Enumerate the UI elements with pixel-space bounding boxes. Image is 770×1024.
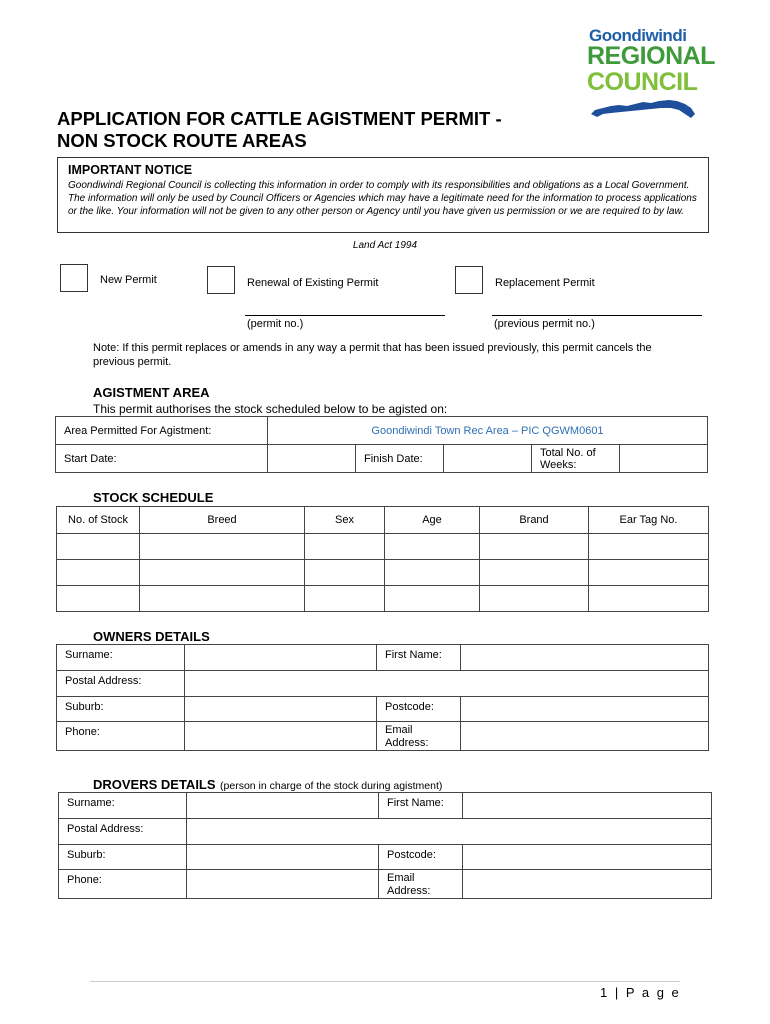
new-permit-checkbox[interactable]: [60, 264, 88, 292]
previous-permit-no-line[interactable]: [492, 315, 702, 316]
area-value[interactable]: Goondiwindi Town Rec Area – PIC QGWM0601: [268, 417, 708, 445]
owners-details-heading: OWNERS DETAILS: [93, 629, 210, 644]
agistment-table: [55, 416, 708, 473]
col-breed: Breed: [140, 507, 305, 534]
page-number: 1 | P a g e: [600, 985, 681, 1000]
table-cell[interactable]: [140, 586, 305, 612]
notice-body: Goondiwindi Regional Council is collecting this information in order to comply with its responsibilities and obligations as a Local Government. The information will only be used by Council Officers or Agencies which may have a legitimate need for the information to process applications or the like. Your information will not be given to any other person or Agency until you have given us permission or we are required to by law.: [68, 180, 697, 217]
river-map-icon: [585, 92, 703, 120]
table-cell[interactable]: [589, 560, 709, 586]
land-act-reference: Land Act 1994: [352, 240, 418, 251]
drover-postcode-input[interactable]: [463, 845, 712, 870]
total-weeks-input[interactable]: [620, 445, 708, 473]
replacement-permit-label: Replacement Permit: [495, 277, 595, 289]
owner-email-label: [377, 722, 461, 751]
table-row: [57, 534, 709, 560]
drover-postal-label: Postal Address:: [59, 819, 187, 845]
table-row: [57, 586, 709, 612]
owner-suburb-input[interactable]: [185, 697, 377, 722]
table-cell[interactable]: [385, 534, 480, 560]
drovers-table: [58, 792, 712, 899]
finish-date-label: Finish Date:: [356, 445, 444, 473]
table-cell[interactable]: [305, 586, 385, 612]
col-age: Age: [385, 507, 480, 534]
table-cell[interactable]: [305, 560, 385, 586]
col-ear-tag: Ear Tag No.: [589, 507, 709, 534]
col-sex: Sex: [305, 507, 385, 534]
owner-phone-label: Phone:: [57, 722, 185, 751]
drover-email-input[interactable]: [463, 870, 712, 899]
owner-first-name-input[interactable]: [461, 645, 709, 671]
area-label: Area Permitted For Agistment:: [56, 417, 268, 445]
table-cell[interactable]: [140, 560, 305, 586]
table-cell[interactable]: [385, 560, 480, 586]
permit-no-line[interactable]: [245, 315, 445, 316]
replacement-permit-checkbox[interactable]: [455, 266, 483, 294]
council-logo: [585, 26, 715, 121]
owner-email-label-2: Address:: [385, 737, 429, 749]
owner-surname-label: Surname:: [57, 645, 185, 671]
logo-line-1: Goondiwindi: [589, 26, 687, 45]
table-cell[interactable]: [480, 586, 589, 612]
owner-email-label-1: Email: [385, 724, 413, 736]
page-title: [57, 108, 577, 152]
drover-phone-label: Phone:: [59, 870, 187, 899]
table-cell[interactable]: [385, 586, 480, 612]
drovers-details-heading: DROVERS DETAILS: [93, 777, 216, 792]
start-date-input[interactable]: [268, 445, 356, 473]
logo-line-3: COUNCIL: [587, 68, 698, 96]
owner-surname-input[interactable]: [185, 645, 377, 671]
replacement-note: Note: If this permit replaces or amends in any way a permit that has been issued previously, this permit cancels the previous permit.: [93, 342, 652, 368]
drover-surname-label: Surname:: [59, 793, 187, 819]
drover-suburb-input[interactable]: [187, 845, 379, 870]
finish-date-input[interactable]: [444, 445, 532, 473]
drover-email-label: [379, 870, 463, 899]
col-no-of-stock: No. of Stock: [57, 507, 140, 534]
table-cell[interactable]: [57, 586, 140, 612]
logo-line-2: REGIONAL: [587, 42, 715, 70]
drover-suburb-label: Suburb:: [59, 845, 187, 870]
owner-first-name-label: First Name:: [377, 645, 461, 671]
drover-postcode-label: Postcode:: [379, 845, 463, 870]
start-date-label: Start Date:: [56, 445, 268, 473]
total-weeks-label: Total No. of Weeks:: [532, 445, 620, 473]
agistment-subtext: This permit authorises the stock scheduled below to be agisted on:: [93, 402, 448, 416]
agistment-area-heading: AGISTMENT AREA: [93, 385, 210, 400]
table-cell[interactable]: [480, 534, 589, 560]
owner-postcode-label: Postcode:: [377, 697, 461, 722]
notice-heading: IMPORTANT NOTICE: [68, 163, 193, 177]
drover-surname-input[interactable]: [187, 793, 379, 819]
table-cell[interactable]: [57, 534, 140, 560]
owner-email-input[interactable]: [461, 722, 709, 751]
table-cell[interactable]: [480, 560, 589, 586]
owner-phone-input[interactable]: [185, 722, 377, 751]
table-cell[interactable]: [305, 534, 385, 560]
renewal-permit-checkbox[interactable]: [207, 266, 235, 294]
drover-email-label-2: Address:: [387, 885, 431, 897]
table-row: [57, 560, 709, 586]
owner-postcode-input[interactable]: [461, 697, 709, 722]
col-brand: Brand: [480, 507, 589, 534]
owners-table: [56, 644, 709, 751]
important-notice-box: [57, 157, 709, 233]
permit-no-label: (permit no.): [247, 318, 304, 330]
drover-email-label-1: Email: [387, 872, 415, 884]
previous-permit-no-label: (previous permit no.): [494, 318, 595, 330]
title-line-2: NON STOCK ROUTE AREAS: [57, 130, 307, 151]
table-cell[interactable]: [589, 534, 709, 560]
stock-schedule-heading: STOCK SCHEDULE: [93, 490, 214, 505]
drovers-details-subheading: (person in charge of the stock during agistment): [220, 780, 443, 792]
footer-divider: [90, 981, 680, 982]
drover-postal-input[interactable]: [187, 819, 712, 845]
owner-postal-label: Postal Address:: [57, 671, 185, 697]
drover-first-name-input[interactable]: [463, 793, 712, 819]
table-cell[interactable]: [140, 534, 305, 560]
title-line-1: APPLICATION FOR CATTLE AGISTMENT PERMIT -: [57, 108, 502, 129]
drover-first-name-label: First Name:: [379, 793, 463, 819]
table-cell[interactable]: [57, 560, 140, 586]
owner-postal-input[interactable]: [185, 671, 709, 697]
renewal-permit-label: Renewal of Existing Permit: [247, 277, 379, 289]
new-permit-label: New Permit: [100, 274, 157, 286]
drover-phone-input[interactable]: [187, 870, 379, 899]
stock-schedule-table: [56, 506, 709, 612]
table-cell[interactable]: [589, 586, 709, 612]
owner-suburb-label: Suburb:: [57, 697, 185, 722]
